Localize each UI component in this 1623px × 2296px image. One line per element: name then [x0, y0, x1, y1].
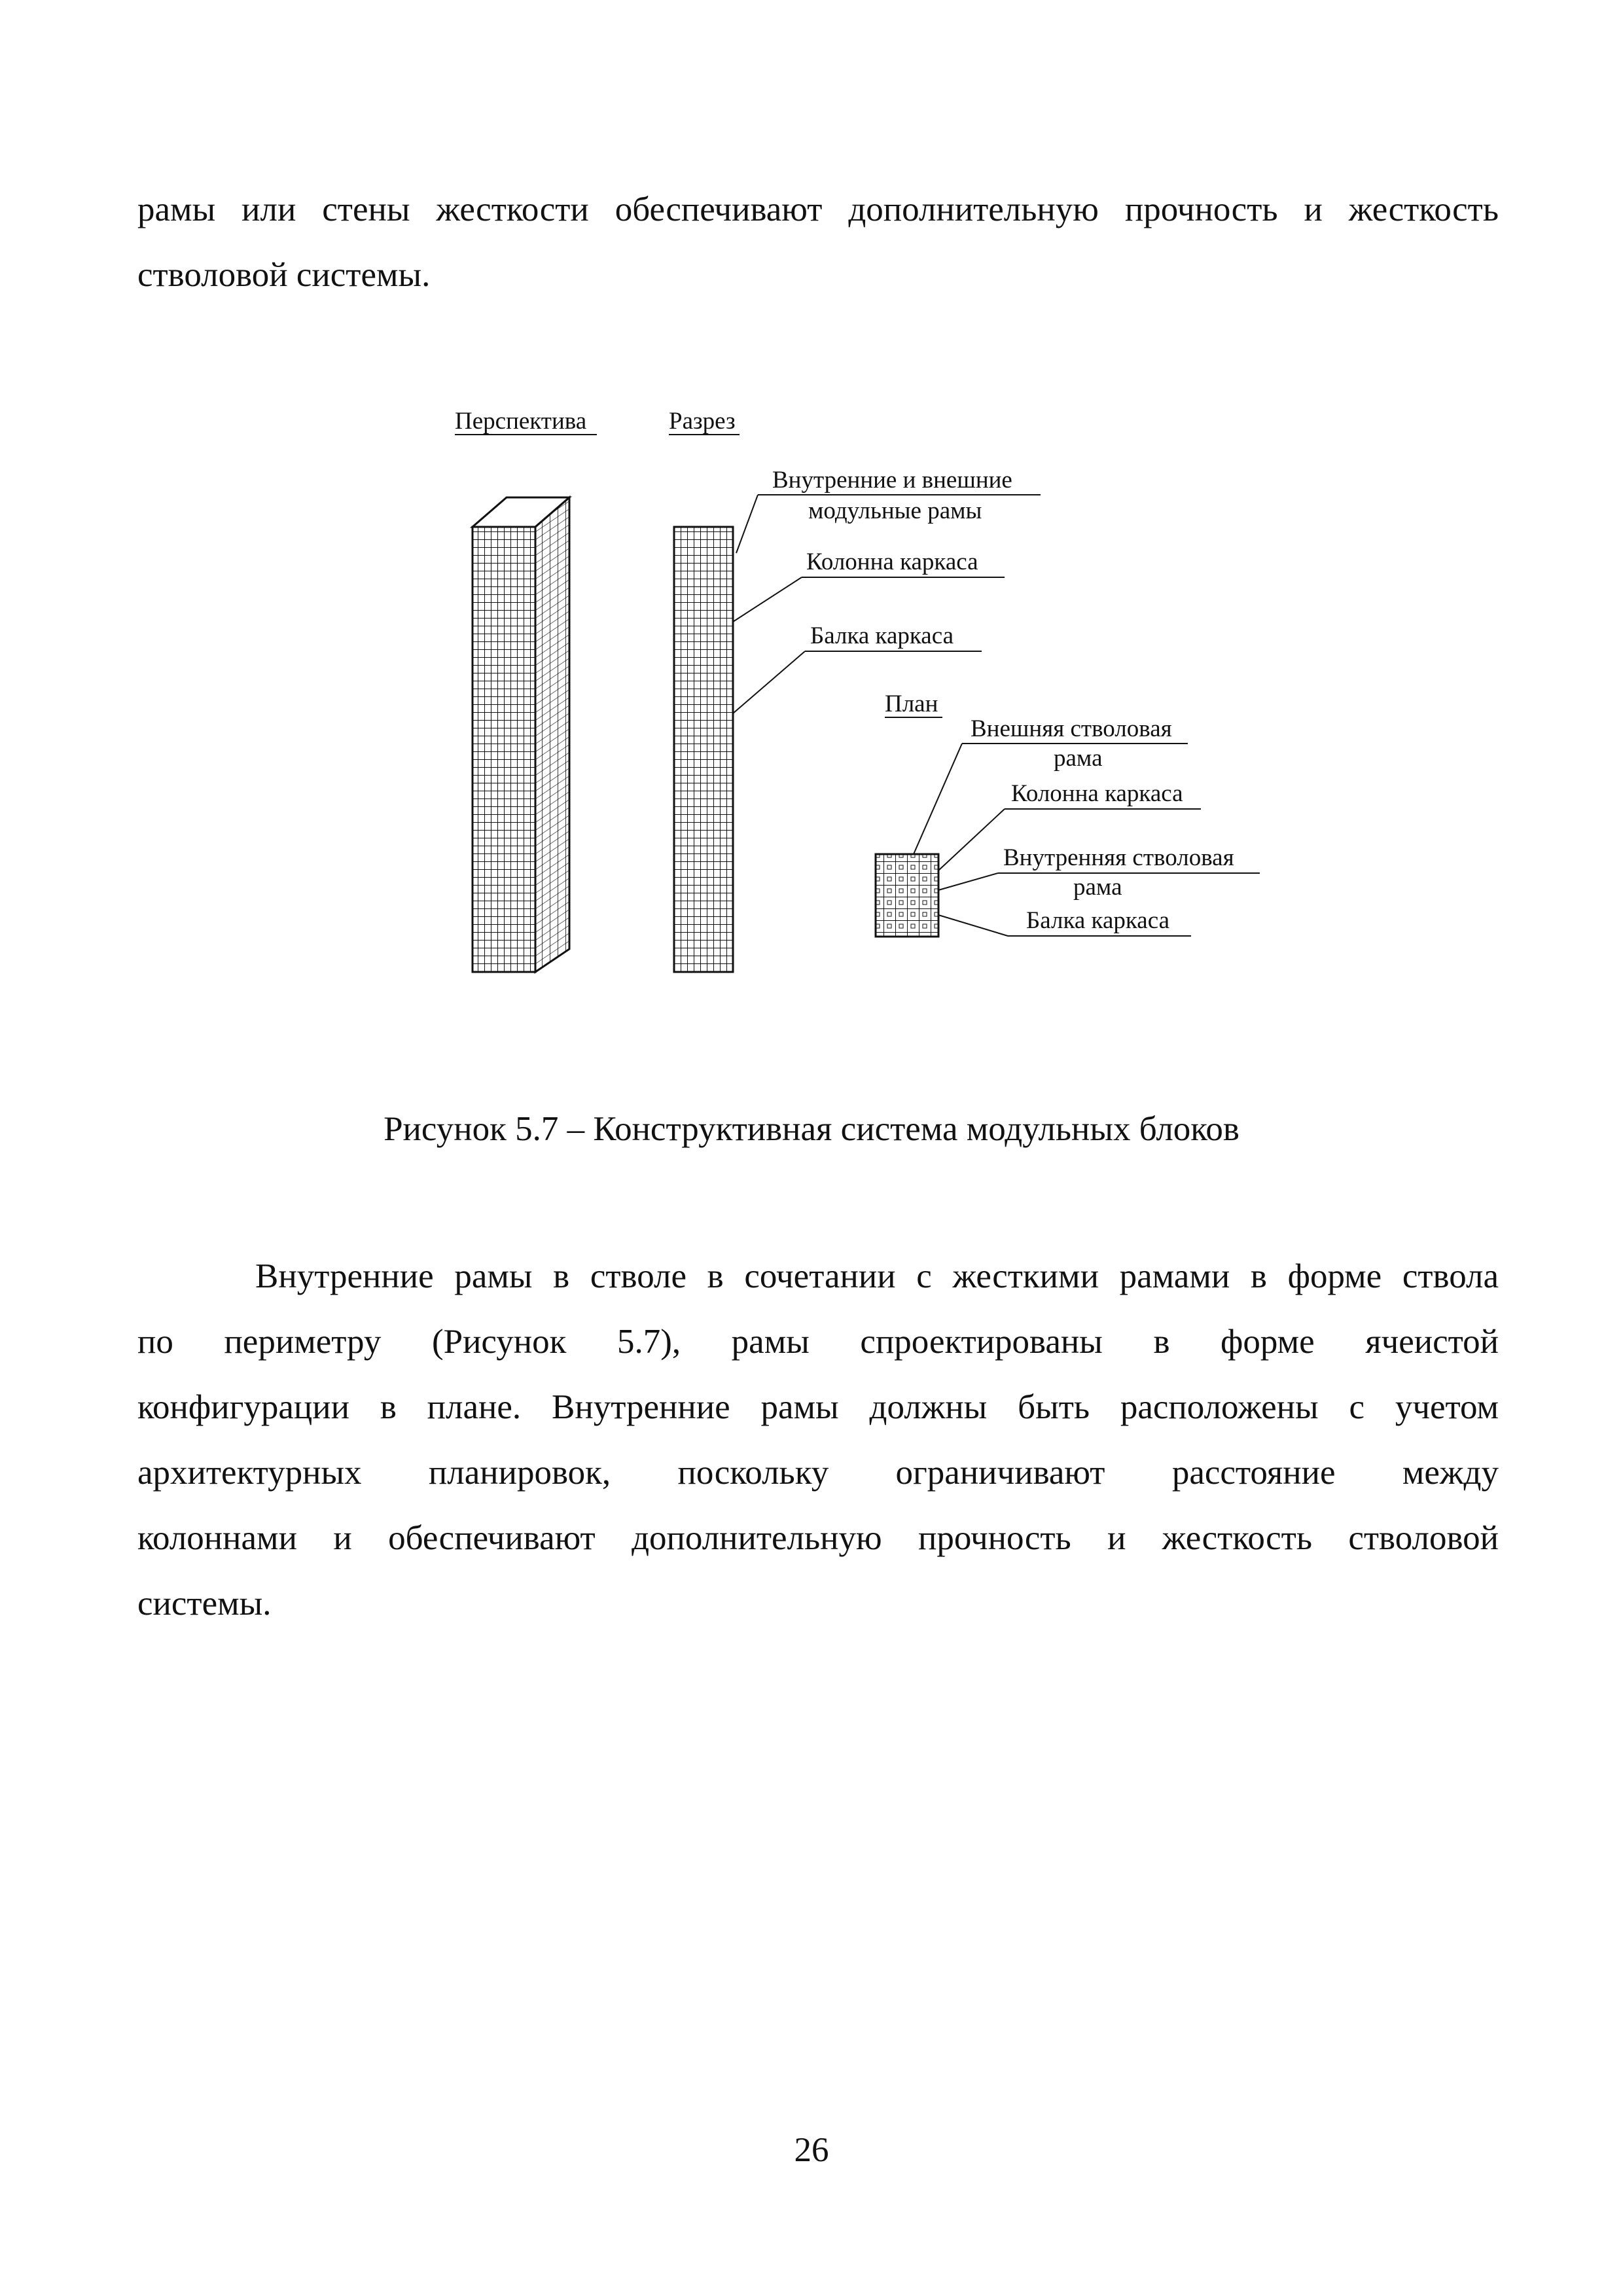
section-view — [669, 408, 1041, 972]
label-section: Разрез — [669, 408, 736, 435]
plan-callout-3a: Внутренняя стволовая — [1003, 844, 1234, 871]
paragraph-line: стволовой системы. — [137, 256, 431, 294]
plan-grid — [876, 854, 938, 937]
plan-callout-3b: рама — [1073, 874, 1122, 901]
tower-front-face — [473, 527, 535, 972]
section-callout-2: Колонна каркаса — [806, 548, 978, 575]
figure-caption: Рисунок 5.7 – Конструктивная система модульных блоков — [383, 1110, 1240, 1148]
plan-callout-1b: рама — [1054, 745, 1103, 772]
paragraph-line: архитектурных планировок, поскольку ограничивают расстояние между — [137, 1454, 1499, 1492]
plan-callout-1a: Внешняя стволовая — [971, 715, 1172, 742]
body-paragraph — [137, 1244, 1499, 1636]
section-callout-1b: модульные рамы — [808, 497, 982, 524]
plan-callout-2: Колонна каркаса — [1011, 780, 1183, 807]
paragraph-line: по периметру (Рисунок 5.7), рамы спроектированы в форме ячеистой — [137, 1323, 1499, 1361]
plan-view — [876, 691, 1260, 937]
plan-callout-4: Балка каркаса — [1026, 907, 1170, 934]
paragraph-line: колоннами и обеспечивают дополнительную прочность и жесткость стволовой — [137, 1519, 1499, 1557]
paragraph-line: Внутренние рамы в стволе в сочетании с жесткими рамами в форме ствола — [255, 1257, 1499, 1295]
label-perspective: Перспектива — [455, 408, 587, 435]
perspective-view — [455, 408, 597, 972]
paragraph-line: конфигурации в плане. Внутренние рамы должны быть расположены с учетом — [137, 1388, 1499, 1426]
paragraph-line: системы. — [137, 1585, 272, 1623]
label-plan: План — [885, 691, 938, 717]
page-number: 26 — [794, 2131, 829, 2169]
section-callout-1a: Внутренние и внешние — [772, 467, 1012, 493]
tower-side-face — [535, 497, 569, 972]
structural-figure — [0, 367, 1623, 1021]
section-callout-3: Балка каркаса — [810, 622, 954, 649]
top-paragraph — [137, 177, 1499, 308]
paragraph-line: рамы или стены жесткости обеспечивают дополнительную прочность и жесткость — [137, 190, 1499, 228]
section-grid — [674, 527, 733, 972]
